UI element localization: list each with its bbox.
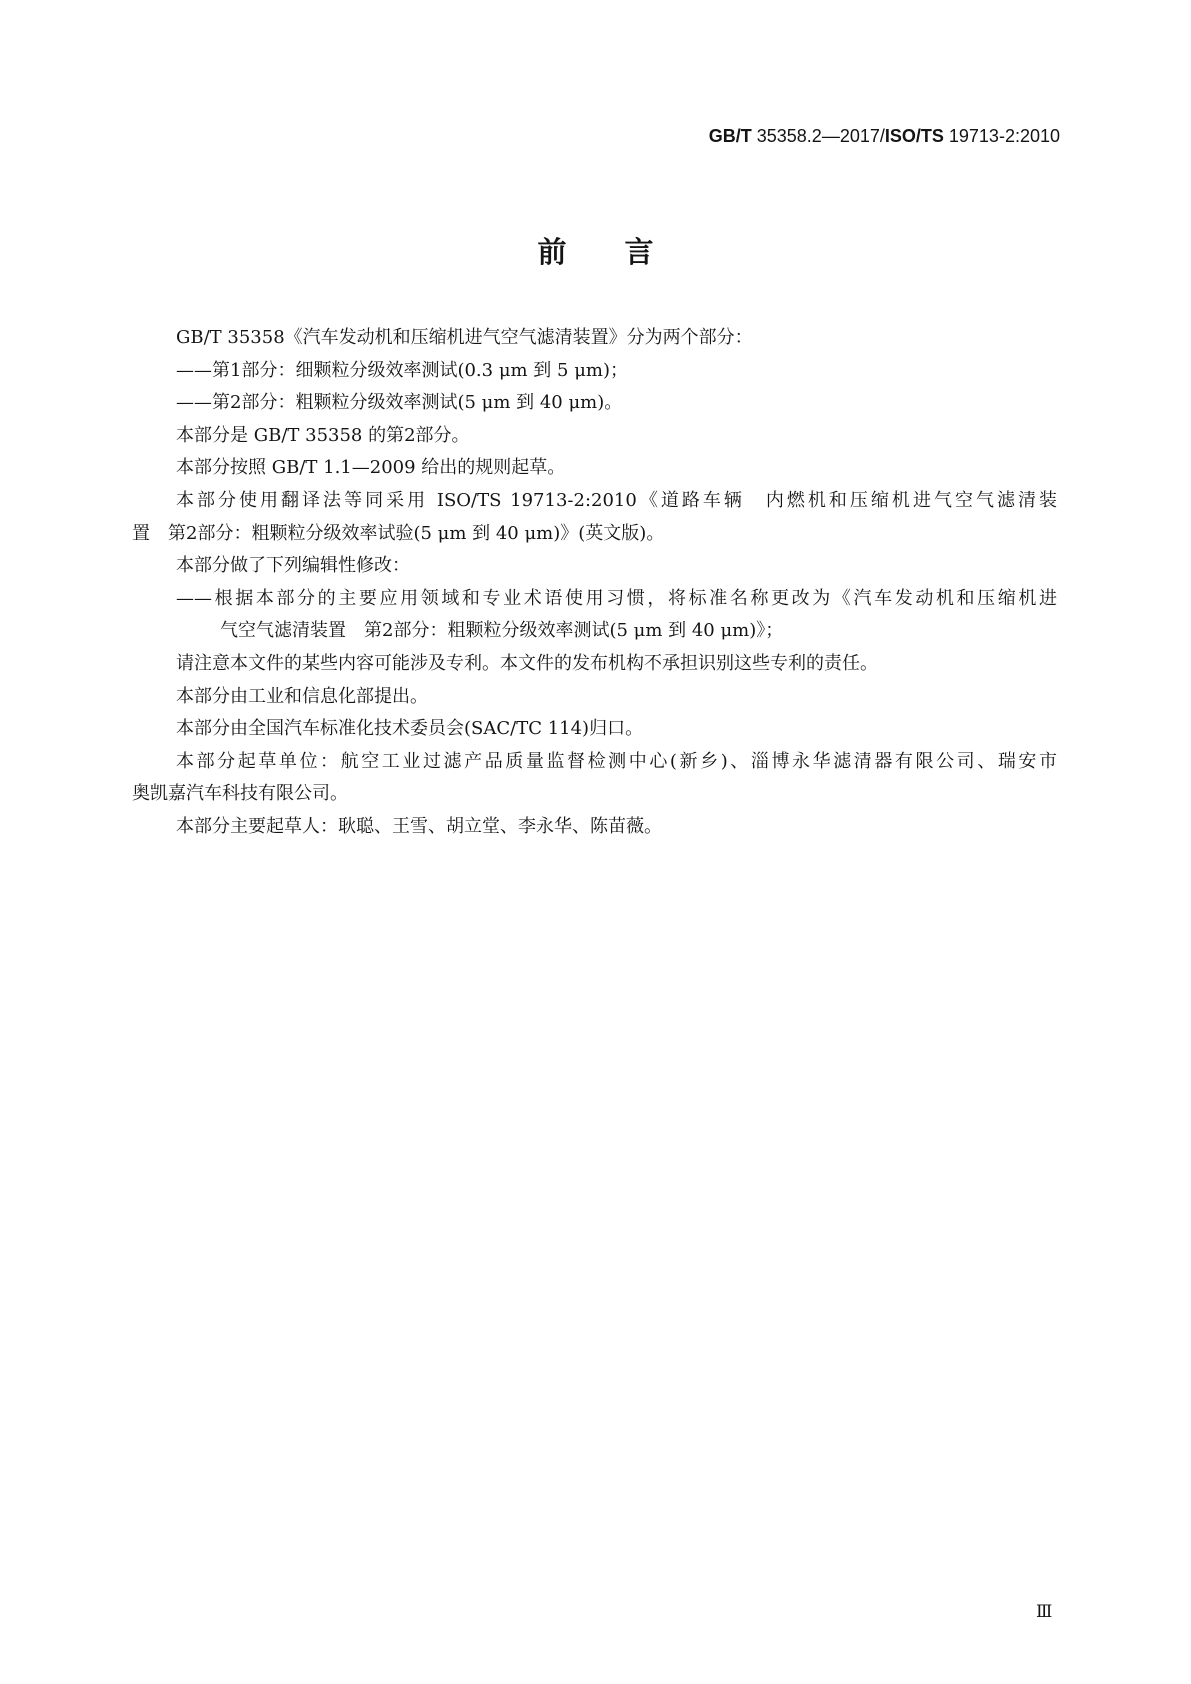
header-gbt: GB/T [708,126,752,146]
paragraph-part-statement: 本部分是 GB/T 35358 的第2部分。 [176,424,470,446]
foreword-body [132,322,1057,844]
paragraph-adoption-line-2: 置 第2部分：粗颗粒分级效率试验(5 μm 到 40 μm)》(英文版)。 [132,522,665,544]
paragraph-modifications-intro: 本部分做了下列编辑性修改： [176,555,410,577]
list-item-modification-line-1: ——根据本部分的主要应用领域和专业术语使用习惯，将标准名称更改为《汽车发动机和压缩机进 [176,587,1057,609]
page-number: Ⅲ [1036,1602,1053,1622]
header-iso: ISO/TS [884,126,944,146]
paragraph-drafting-rules: 本部分按照 GB/T 1.1—2009 给出的规则起草。 [176,457,566,479]
paragraph-drafting-units-line-1: 本部分起草单位：航空工业过滤产品质量监督检测中心(新乡)、淄博永华滤清器有限公司、瑞安市 [176,750,1057,772]
paragraph-parts-intro: GB/T 35358《汽车发动机和压缩机进气空气滤清装置》分为两个部分： [176,327,753,348]
paragraph-drafters: 本部分主要起草人：耿聪、王雪、胡立堂、李永华、陈苗薇。 [176,815,662,837]
list-item-modification-line-2: 气空气滤清装置 第2部分：粗颗粒分级效率测试(5 μm 到 40 μm)》； [220,620,784,642]
page-title: 前言 [537,235,712,269]
paragraph-adoption-line-1: 本部分使用翻译法等同采用 ISO/TS 19713-2:2010《道路车辆 内燃机和压缩机进气空气滤清装 [176,489,1057,511]
paragraph-proposer: 本部分由工业和信息化部提出。 [176,685,428,707]
paragraph-drafting-units-line-2: 奥凯嘉汽车科技有限公司。 [132,783,348,805]
list-item-part-2: ——第2部分：粗颗粒分级效率测试(5 μm 到 40 μm)。 [176,392,623,414]
list-item-part-1: ——第1部分：细颗粒分级效率测试(0.3 μm 到 5 μm)； [176,359,628,381]
paragraph-patent-notice: 请注意本文件的某些内容可能涉及专利。本文件的发布机构不承担识别这些专利的责任。 [176,652,878,674]
paragraph-technical-committee: 本部分由全国汽车标准化技术委员会(SAC/TC 114)归口。 [176,718,644,740]
header-iso-number: 19713-2:2010 [943,126,1060,146]
standard-number-header [709,126,1060,147]
header-number: 35358.2—2017/ [751,126,885,146]
